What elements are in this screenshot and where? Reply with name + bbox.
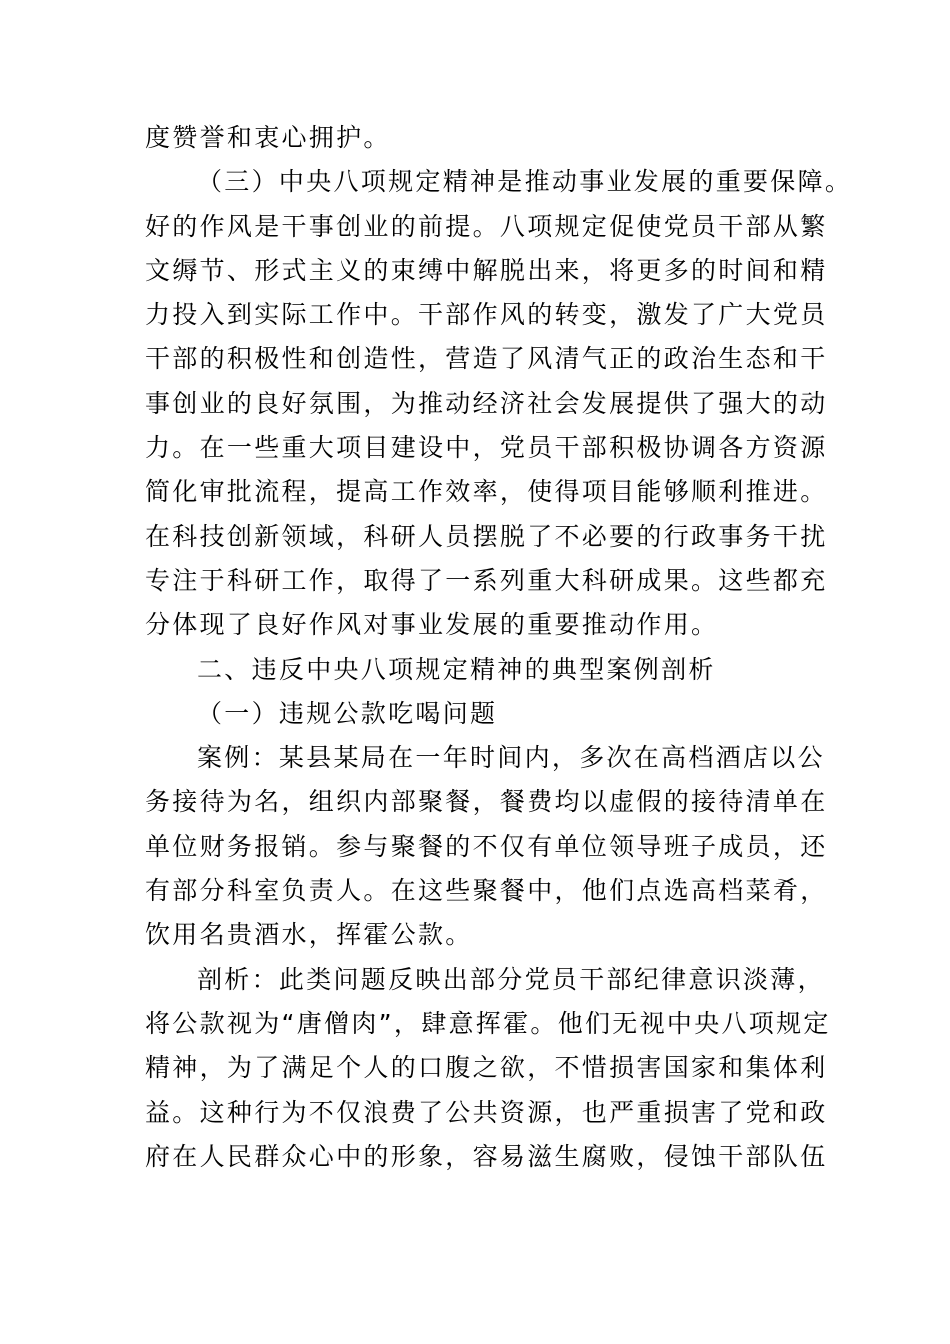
text-line: 专注于科研工作，取得了一系列重大科研成果。这些都充 — [145, 565, 828, 595]
chapter-heading-2: 二、违反中央八项规定精神的典型案例剖析 — [197, 654, 716, 684]
text-line: 有部分科室负责人。在这些聚餐中，他们点选高档菜肴， — [145, 876, 828, 906]
text-line: 务接待为名，组织内部聚餐，餐费均以虚假的接待清单在 — [145, 787, 828, 817]
text-line: 府在人民群众心中的形象，容易滋生腐败，侵蚀干部队伍 — [145, 1141, 828, 1171]
section-heading-3: （三）中央八项规定精神是推动事业发展的重要保障。 — [197, 167, 853, 197]
text-line: 在科技创新领域，科研人员摆脱了不必要的行政事务干扰 — [145, 521, 828, 551]
text-line: 干部的积极性和创造性，营造了风清气正的政治生态和干 — [145, 344, 828, 374]
text-line: 简化审批流程，提高工作效率，使得项目能够顺利推进。 — [145, 477, 828, 507]
text-line: 精神，为了满足个人的口腹之欲，不惜损害国家和集体利 — [145, 1053, 828, 1083]
text-line: 益。这种行为不仅浪费了公共资源，也严重损害了党和政 — [145, 1097, 828, 1127]
section-heading-1: （一）违规公款吃喝问题 — [197, 698, 498, 728]
case-paragraph-start: 案例：某县某局在一年时间内，多次在高档酒店以公 — [197, 743, 825, 773]
analysis-paragraph-start: 剖析：此类问题反映出部分党员干部纪律意识淡薄， — [197, 964, 825, 994]
text-line: 力。在一些重大项目建设中，党员干部积极协调各方资源 — [145, 433, 828, 463]
text-line: 饮用名贵酒水，挥霍公款。 — [145, 920, 473, 950]
text-line: 文缛节、形式主义的束缚中解脱出来，将更多的时间和精 — [145, 255, 828, 285]
text-line: 将公款视为“唐僧肉”，肆意挥霍。他们无视中央八项规定 — [145, 1008, 831, 1038]
text-line: 力投入到实际工作中。干部作风的转变，激发了广大党员 — [145, 300, 828, 330]
text-line: 事创业的良好氛围，为推动经济社会发展提供了强大的动 — [145, 388, 828, 418]
text-line: 分体现了良好作风对事业发展的重要推动作用。 — [145, 610, 719, 640]
document-body — [145, 116, 853, 1179]
text-line: 好的作风是干事创业的前提。八项规定促使党员干部从繁 — [145, 211, 828, 241]
text-line: 度赞誉和衷心拥护。 — [145, 123, 391, 152]
text-line: 单位财务报销。参与聚餐的不仅有单位领导班子成员，还 — [145, 831, 828, 861]
